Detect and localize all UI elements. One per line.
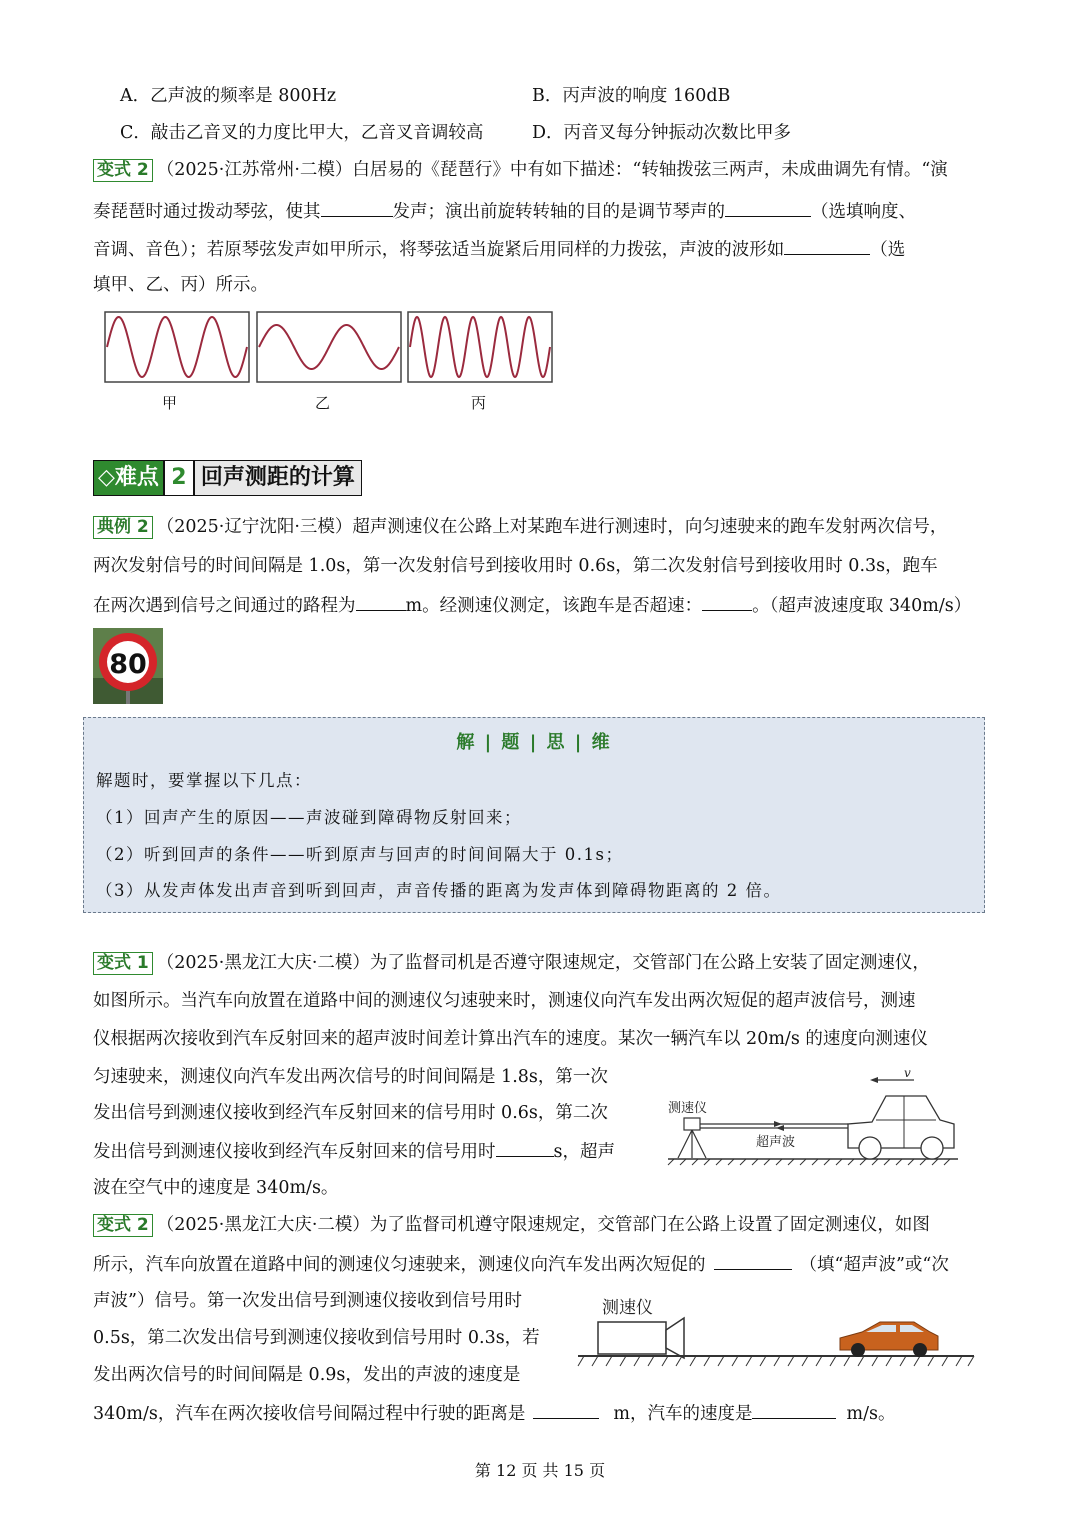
section-header [93,460,362,496]
thinking-line-0: 解题时，要掌握以下几点： [96,771,312,790]
section-number: 2 [163,461,195,495]
meter-label-2: 测速仪 [602,1298,653,1318]
section-prefix: ◇难点 [94,461,163,495]
variant2b-line1: 变式 2 （2025·黑龙江大庆·二模）为了监督司机遵守限速规定，交管部门在公路上设置了固定测速仪，如图 [93,1213,988,1237]
answer-blank[interactable] [356,592,406,611]
orange-car-wheel-front [851,1343,865,1357]
speed-meter-car-figure [664,1066,964,1166]
option-d: D．丙音叉每分钟振动次数比甲多 [532,123,792,143]
thinking-line-1: （1）回声产生的原因——声波碰到障碍物反射回来； [96,808,522,827]
example2-line3: 在两次遇到信号之间通过的路程为 m。经测速仪测定，该跑车是否超速： 。（超声波速度取 340m/s） [93,592,988,618]
solution-thinking-box [83,717,985,913]
option-a: A．乙声波的频率是 800Hz [120,86,337,106]
example-tag: 典例 2 [93,516,153,539]
variant2a-line4: 填甲、乙、丙）所示。 [93,275,268,295]
car-wheel-front [859,1137,881,1159]
wave-label-yi: 乙 [315,394,331,412]
meter-label: 测速仪 [668,1101,708,1116]
answer-blank[interactable] [714,1251,792,1270]
wave-jia [107,317,247,377]
variant2b-line6: 340m/s，汽车在两次接收信号间隔过程中行驶的距离是 m，汽车的速度是 m/s。 [93,1400,988,1426]
wave-label-jia: 甲 [162,394,178,412]
variant1-line4: 匀速驶来，测速仪向汽车发出两次信号的时间间隔是 1.8s，第一次 [93,1067,608,1087]
answer-blank[interactable] [725,198,811,217]
answer-blank[interactable] [321,198,393,217]
variant1-line5: 发出信号到测速仪接收到经汽车反射回来的信号用时 0.6s，第二次 [93,1103,608,1123]
answer-blank[interactable] [702,592,752,611]
meter-box [598,1322,666,1354]
wave-yi [259,325,399,369]
option-b: B．丙声波的响度 160dB [532,86,731,106]
wave-label-bing: 丙 [471,394,487,412]
variant2a-line1: 变式 2 （2025·江苏常州·二模）白居易的《琵琶行》中有如下描述：“转轴拨弦三两声，未成曲调先有情。“演 [93,158,988,182]
answer-blank[interactable] [533,1400,599,1419]
thinking-line-3: （3）从发声体发出声音到听到回声，声音传播的距离为发声体到障碍物距离的 2 倍。 [96,881,782,900]
wave-label: 超声波 [756,1135,796,1150]
variant1-line1: 变式 1 （2025·黑龙江大庆·二模）为了监督司机是否遵守限速规定，交管部门在公路上安装了固定测速仪， [93,951,988,975]
variant2a-line3: 音调、音色）；若原琴弦发声如甲所示，将琴弦适当旋紧后用同样的力拨弦，声波的波形如 （选 [93,236,988,262]
wave-bing [410,317,550,377]
page-footer: 第 12 页 共 15 页 [474,1461,606,1480]
wave-arrow-right [774,1121,782,1127]
thinking-title: 解 | 题 | 思 | 维 [456,732,612,753]
example2-line2: 两次发射信号的时间间隔是 1.0s，第一次发射信号到接收用时 0.6s，第二次发射信号到接收用时 0.3s，跑车 [93,556,938,576]
variant2b-line3: 声波”）信号。第一次发出信号到测速仪接收到信号用时 [93,1291,522,1311]
speed-limit-number: 80 [109,649,147,680]
example2-line1: 典例 2 （2025·辽宁沈阳·三模）超声测速仪在公路上对某跑车进行测速时，向匀速驶来的跑车发射两次信号， [93,515,988,539]
answer-blank[interactable] [496,1138,554,1157]
variant1-line2: 如图所示。当汽车向放置在道路中间的测速仪匀速驶来时，测速仪向汽车发出两次短促的超声波信号，测速 [93,991,916,1011]
variant1-line6: 发出信号到测速仪接收到经汽车反射回来的信号用时 s，超声 [93,1138,988,1164]
variant2b-line5: 发出两次信号的时间间隔是 0.9s，发出的声波的速度是 [93,1365,521,1385]
speed-limit-photo [93,628,163,704]
answer-blank[interactable] [784,236,870,255]
variant1-line7: 波在空气中的速度是 340m/s。 [93,1178,339,1198]
variant2a-line2: 奏琵琶时通过拨动琴弦，使其 发声；演出前旋转转轴的目的是调节琴声的 （选填响度、 [93,198,988,224]
option-c: C．敲击乙音叉的力度比甲大，乙音叉音调较高 [120,123,484,143]
variant1-line3: 仪根据两次接收到汽车反射回来的超声波时间差计算出汽车的速度。某次一辆汽车以 20m/s 的速度向测速仪 [93,1029,928,1049]
car-wheel-rear [921,1137,943,1159]
variant2b-line2: 所示，汽车向放置在道路中间的测速仪匀速驶来，测速仪向汽车发出两次短促的 （填“超声波”或“次 [93,1251,988,1277]
orange-car-wheel-rear [913,1343,927,1357]
waveform-figure [104,310,554,386]
variant2b-line4: 0.5s，第二次发出信号到测速仪接收到信号用时 0.3s，若 [93,1328,540,1348]
variant-tag: 变式 1 [93,952,153,975]
answer-blank[interactable] [752,1400,836,1419]
meter-orange-car-figure [574,1292,978,1374]
thinking-line-2: （2）听到回声的条件——听到原声与回声的时间间隔大于 0.1s； [96,845,624,864]
variant-tag: 变式 2 [93,159,153,182]
velocity-label: v [904,1066,911,1080]
meter-body [684,1118,700,1130]
section-title: 回声测距的计算 [195,461,361,495]
wave-arrow-left [776,1125,784,1131]
variant-tag: 变式 2 [93,1214,153,1237]
meter-horn [666,1318,684,1358]
